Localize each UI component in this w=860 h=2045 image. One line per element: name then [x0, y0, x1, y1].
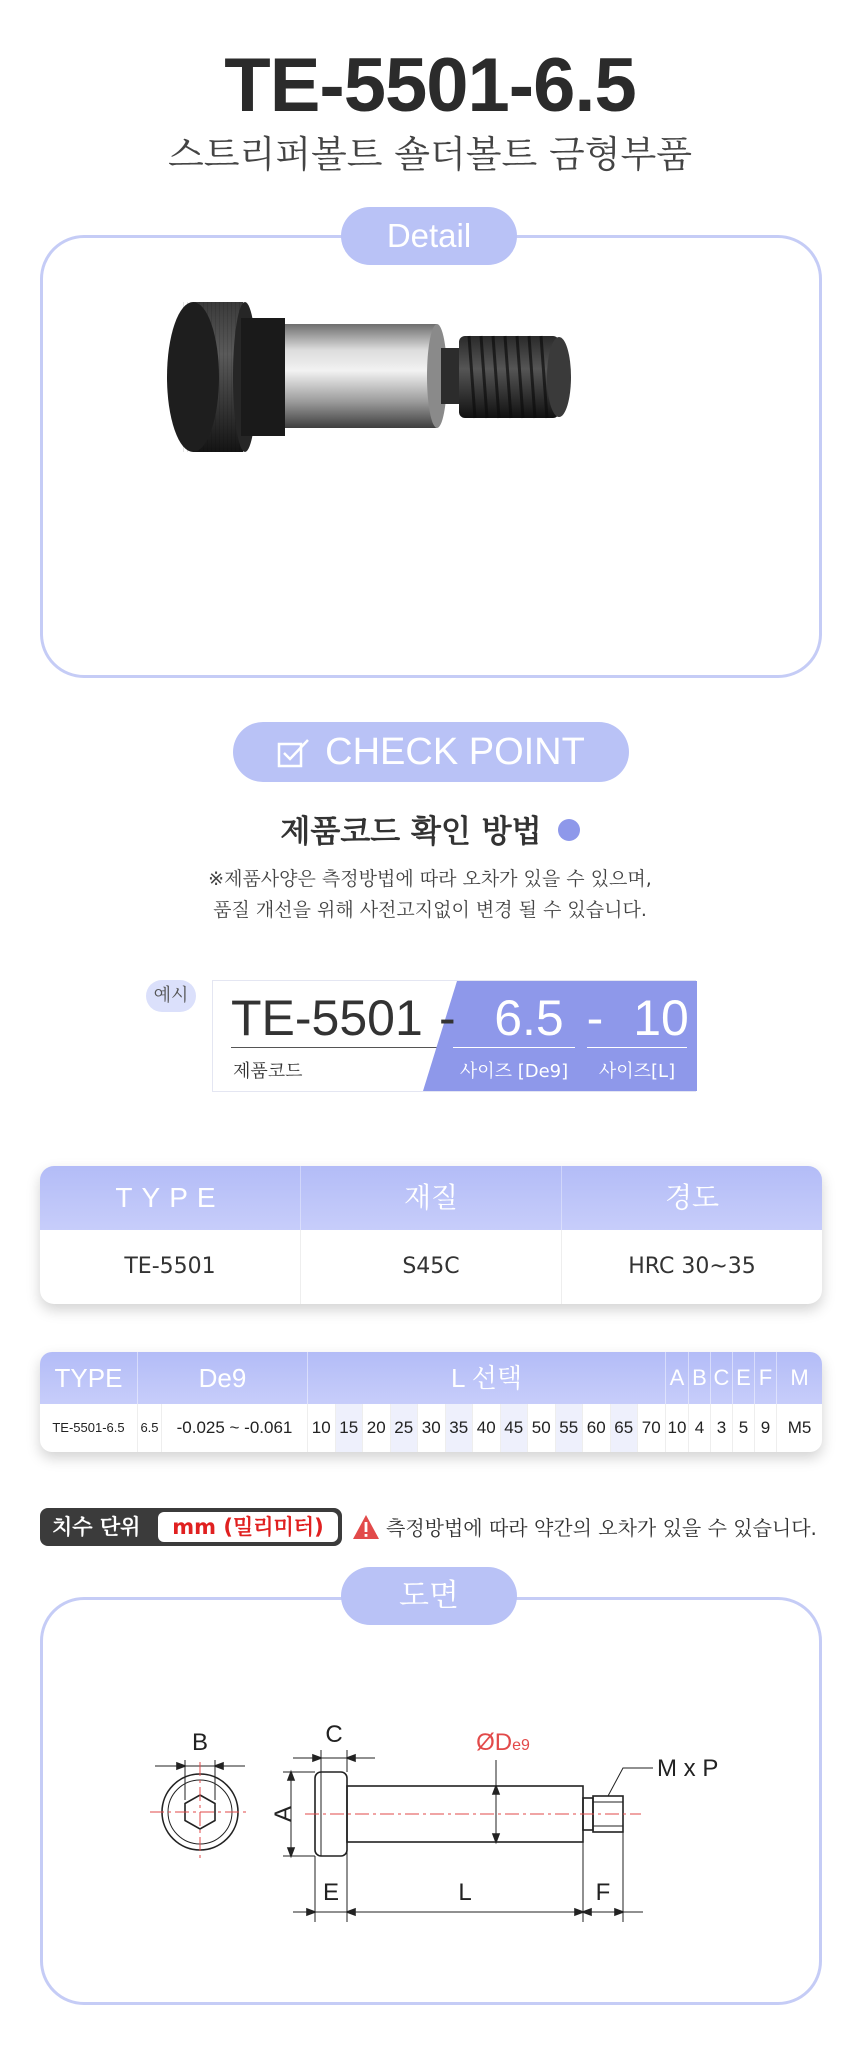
l-option: 15: [336, 1404, 364, 1452]
l-option: 20: [363, 1404, 391, 1452]
code-howto-heading: 제품코드 확인 방법: [0, 806, 860, 851]
dim-header-de9: De9: [138, 1352, 308, 1404]
dim-tolerance: -0.025 ~ -0.061: [162, 1404, 308, 1452]
drawing-label-b: B: [191, 1729, 209, 1756]
product-subtitle: 스트리퍼볼트 숄더볼트 금형부품: [168, 133, 692, 176]
table-row: [40, 1230, 822, 1304]
dim-c: 3: [711, 1404, 733, 1452]
l-option: 65: [611, 1404, 639, 1452]
dim-e: 5: [733, 1404, 755, 1452]
code-label: 제품코드: [233, 1061, 303, 1082]
size-underline: [453, 1047, 575, 1048]
warning-icon: [352, 1514, 380, 1540]
size-l-label: 사이즈[L]: [598, 1061, 676, 1082]
dim-header-c: C: [711, 1352, 733, 1404]
spec-hardness: HRC 30~35: [628, 1254, 756, 1279]
dim-a: 10: [666, 1404, 689, 1452]
dim-header-m: M: [790, 1365, 809, 1390]
dim-header-f: F: [755, 1352, 777, 1404]
dimension-table: [40, 1352, 822, 1452]
spec-table: [40, 1166, 822, 1304]
drawing-label-f: F: [595, 1879, 611, 1906]
drawing-label-c: C: [325, 1721, 343, 1748]
dim-f: 9: [755, 1404, 777, 1452]
drawing-label-mxp: M x P: [657, 1755, 719, 1782]
spec-table-header: [40, 1166, 822, 1230]
l-option: 40: [473, 1404, 501, 1452]
measurement-warning: 측정방법에 따라 약간의 오차가 있을 수 있습니다.: [352, 1510, 817, 1546]
code-size-l: 10: [633, 990, 689, 1046]
drawing-label-de9: ØDe9: [476, 1729, 530, 1756]
code-size-de9: 6.5: [494, 990, 564, 1046]
dim-header-e: E: [733, 1352, 755, 1404]
drawing-label-a: A: [270, 1805, 297, 1823]
drawing-label: 도면: [341, 1567, 517, 1625]
unit-badge: [40, 1508, 342, 1546]
spec-header-material: 재질: [301, 1166, 562, 1230]
detail-label: Detail: [341, 207, 517, 265]
l-option: 10: [308, 1404, 336, 1452]
detail-frame: [40, 235, 822, 678]
spec-type: TE-5501: [40, 1230, 301, 1304]
l-option: 70: [638, 1404, 666, 1452]
l-option: 45: [501, 1404, 529, 1452]
dimension-table-header: [40, 1352, 822, 1404]
checkbox-icon: [277, 738, 311, 768]
size-de9-label: 사이즈 [De9]: [459, 1061, 569, 1082]
code-dash: -: [439, 990, 456, 1046]
dim-header-type: TYPE: [40, 1352, 138, 1404]
spec-material: S45C: [301, 1230, 562, 1304]
unit-value: mm (밀리미터): [158, 1512, 338, 1542]
shoulder-bolt-photo: [43, 238, 825, 681]
code-dash: -: [586, 990, 604, 1046]
spec-header-hardness: 경도: [664, 1181, 720, 1214]
example-badge: 예시: [146, 980, 196, 1012]
dim-header-l: L 선택: [308, 1352, 666, 1404]
technical-drawing: [43, 1600, 825, 2008]
code-main: TE-5501: [231, 990, 423, 1046]
l-option: 55: [556, 1404, 584, 1452]
size-underline: [587, 1047, 687, 1048]
dim-size: 6.5: [138, 1404, 162, 1452]
accent-dot: [558, 819, 580, 841]
drawing-label-l: L: [458, 1879, 472, 1906]
dim-type: TE-5501-6.5: [40, 1404, 138, 1452]
l-option: 35: [446, 1404, 474, 1452]
code-underline: [231, 1047, 437, 1048]
dim-header-b: B: [689, 1352, 711, 1404]
check-point-label: CHECK POINT: [233, 722, 629, 782]
drawing-label-e: E: [322, 1879, 340, 1906]
spec-notice: ※제품사양은 측정방법에 따라 오차가 있을 수 있으며, 품질 개선을 위해 사전고지없이 변경 될 수 있습니다.: [208, 868, 652, 921]
code-example: [212, 980, 696, 1092]
l-option: 25: [391, 1404, 419, 1452]
dim-header-a: A: [666, 1352, 689, 1404]
l-option: 50: [528, 1404, 556, 1452]
dim-m: M5: [787, 1418, 812, 1437]
l-option: 60: [583, 1404, 611, 1452]
unit-label: 치수 단위: [52, 1515, 141, 1539]
dim-b: 4: [689, 1404, 711, 1452]
table-row: [40, 1404, 822, 1452]
product-title: TE-5501-6.5: [224, 43, 636, 128]
l-option: 30: [418, 1404, 446, 1452]
spec-header-type: TYPE: [40, 1166, 301, 1230]
drawing-frame: [40, 1597, 822, 2005]
